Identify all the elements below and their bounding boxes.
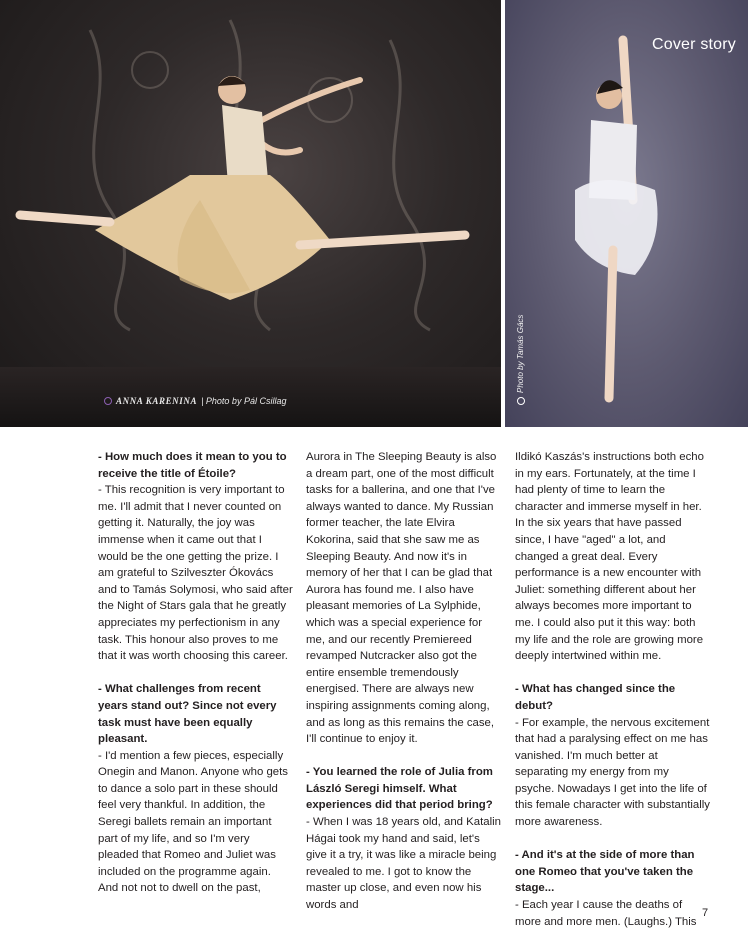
answer: - When I was 18 years old, and Katalin Hágai took my hand and said, let's give it a try, it was like a miracle being revealed to me. I got to know the master up close, and even now his words and — [306, 816, 502, 912]
credit-photographer: | Photo by Pál Csillag — [201, 396, 287, 406]
page-number: 7 — [702, 907, 709, 919]
text-column-2 — [306, 449, 501, 914]
text-column-1 — [98, 449, 293, 897]
question: - And it's at the side of more than one Romeo that you've taken the stage... — [515, 849, 695, 895]
cover-story-label: Cover story — [652, 36, 736, 53]
credit-photographer-right: Photo by Tamás Gács — [516, 314, 525, 393]
dancer-figure — [0, 0, 501, 427]
paragraph-gap — [515, 831, 710, 848]
ring-icon — [517, 397, 525, 405]
text-column-3 — [515, 449, 710, 930]
photo-credit-left — [104, 396, 286, 406]
paragraph-gap — [98, 665, 293, 682]
question: - What challenges from recent years stand out? Since not every task must have been equally pleasant. — [98, 683, 277, 746]
ring-icon — [104, 397, 112, 405]
question: - What has changed since the debut? — [515, 683, 676, 712]
photo-credit-right — [516, 315, 525, 405]
answer: Ildikó Kaszás's instructions both echo in my ears. Fortunately, at the time I had plenty of time to learn the character and immerse myself in her. In the six years that have passed since, I have "aged" a lot, and changed a great deal. Every performance is a new encounter with Juliet: something different about her always becomes more important to me. I could also put it this way: both my life and the role are growing more deeply intertwined within me. — [515, 451, 704, 663]
photo-cover-story — [505, 0, 748, 427]
photo-anna-karenina — [0, 0, 501, 427]
answer: - This recognition is very important to me. I'll admit that I never counted on getting it. Naturally, the joy was immense when it came out that I would be the one getting the prize. I am grateful to Szilveszter Ókovács and to Tamás Solymosi, who said after the Night of Stars gala that he greatly appreciates my perfectionism in any task. This honour also proves to me that it was worth choosing this career. — [98, 484, 293, 663]
question: - How much does it mean to you to receive the title of Étoile? — [98, 451, 287, 480]
answer: Aurora in The Sleeping Beauty is also a dream part, one of the most difficult tasks for a ballerina, and one that I've always wanted to dance. My Russian former teacher, the late Elvira Kokorina, said that she saw me as Sleeping Beauty. And now it's in memory of her that I can be glad that Aurora has found me. I also have pleasant memories of La Sylphide, which was a special experience for me, and our recently Premiereed revamped Nutcracker also got the entire ensemble tremendously energised. There are always new inspiring assignments coming along, and as long as this remains the case, I'll continue to enjoy it. — [306, 451, 497, 746]
answer: - For example, the nervous excitement that had a paralysing effect on me has vanished. I'm much better at separating my energy from my psyche. Nowadays I get into the life of this female character with substantially more awareness. — [515, 716, 710, 829]
paragraph-gap — [515, 665, 710, 682]
credit-name: ANNA KARENINA — [116, 396, 198, 406]
answer: - I'd mention a few pieces, especially Onegin and Manon. Anyone who gets to dance a solo part in these should feel very thankful. In addition, the Seregi ballets remain an important part of my life, and so I'm very pleaded that Romeo and Juliet was included on the programme again. And not not to dwell on the past, — [98, 749, 288, 895]
answer: - Each year I cause the deaths of more and more men. (Laughs.) This — [515, 899, 697, 928]
dancer-split-figure — [505, 0, 748, 427]
question: - You learned the role of Julia from László Seregi himself. What experiences did that period bring? — [306, 766, 493, 812]
paragraph-gap — [306, 748, 501, 765]
